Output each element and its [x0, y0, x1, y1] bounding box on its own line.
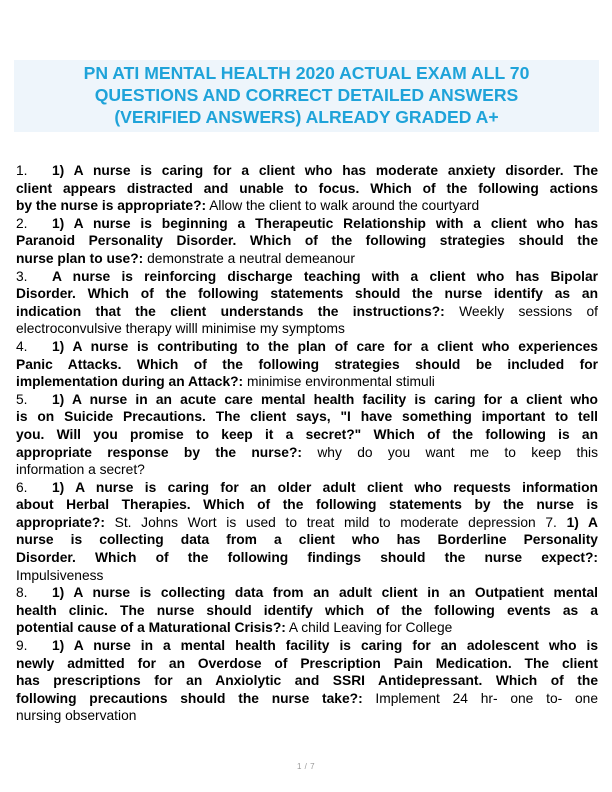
question-line [16, 496, 598, 514]
question-line [16, 444, 598, 462]
question-text: 1) A [566, 514, 598, 530]
title-line-2: QUESTIONS AND CORRECT DETAILED ANSWERS [94, 85, 519, 105]
question-text: following precautions should the nurse take?: [16, 690, 363, 706]
question-text: 1) A nurse is beginning a Therapeutic Relationship with a client who has [52, 215, 598, 231]
question-text: 1) A nurse is caring for a client who has moderate anxiety disorder. The [52, 163, 598, 178]
answer-text: Allow the client to walk around the courtyard [206, 198, 480, 214]
question-line [16, 707, 598, 725]
question-number: 6. [16, 479, 28, 495]
question-line [16, 690, 598, 708]
question-text: appropriate response by the nurse?: [16, 444, 302, 460]
question-number: 2. [16, 215, 28, 231]
question-text: implementation during an Attack?: [16, 374, 244, 390]
answer-text: St. Johns Wort is used to treat mild to moderate depression 7. [104, 514, 567, 530]
question-text: has prescriptions for an Anxiolytic and SSRI Antidepressant. Which of the [16, 673, 598, 689]
question-text: 1) A nurse is contributing to the plan of care for a client who experiences [52, 338, 598, 354]
question-text: client appears distracted and unable to focus. Which of the following actions [16, 180, 598, 196]
document-title [14, 60, 599, 132]
question-number: 8. [16, 585, 28, 601]
question-line [16, 531, 598, 549]
question-line [16, 426, 598, 444]
question-text: Paranoid Personality Disorder. Which of the following strategies should the [16, 233, 598, 249]
question-text: Disorder. Which of the following statements should the nurse identify as an [16, 286, 598, 302]
question-line [16, 162, 598, 180]
question-line [16, 391, 598, 409]
question-line [16, 197, 598, 215]
question-text: newly admitted for an Overdose of Prescription Pain Medication. The client [16, 655, 598, 671]
question-line [16, 637, 598, 655]
question-text: 1) A nurse in an acute care mental health facility is caring for a client who [52, 391, 598, 407]
question-line [16, 619, 598, 637]
answer-text: Impulsiveness [16, 567, 104, 583]
question-text: 1) A nurse is caring for an older adult client who requests information [52, 479, 598, 495]
answer-text: A child Leaving for College [285, 620, 453, 636]
answer-text: information a secret? [16, 462, 145, 478]
answer-text: Implement 24 hr- one to- one [362, 690, 598, 706]
question-line [16, 338, 598, 356]
question-text: Panic Attacks. Which of the following strategies should be included for [16, 356, 598, 372]
question-line [16, 303, 598, 321]
question-line [16, 232, 598, 250]
question-text: nurse plan to use?: [16, 250, 144, 266]
question-line [16, 479, 598, 497]
answer-text: nursing observation [16, 708, 137, 724]
question-number: 5. [16, 391, 28, 407]
question-text: is on Suicide Precautions. The client says, "I have something important to tell [16, 409, 598, 425]
question-line [16, 461, 598, 479]
question-line [16, 268, 598, 286]
question-number: 3. [16, 268, 28, 284]
question-text: you. Will you promise to keep it a secret?" Which of the following is an [16, 426, 598, 442]
question-text: nurse is collecting data from a client who has Borderline Personality [16, 532, 598, 548]
question-text: potential cause of a Maturational Crisis?: [16, 620, 286, 636]
title-line-1: PN ATI MENTAL HEALTH 2020 ACTUAL EXAM ALL 70 [83, 63, 530, 83]
question-line [16, 584, 598, 602]
question-list [16, 162, 598, 725]
question-number: 9. [16, 638, 28, 654]
question-line [16, 356, 598, 374]
question-line [16, 180, 598, 198]
question-text: 1) A nurse in a mental health facility is caring for an adolescent who is [52, 638, 598, 654]
question-line [16, 285, 598, 303]
answer-text: why do you want me to keep this [301, 444, 599, 460]
title-line-3: (VERIFIED ANSWERS) ALREADY GRADED A+ [114, 107, 499, 127]
question-line [16, 549, 598, 567]
question-text: about Herbal Therapies. Which of the following statements by the nurse is [16, 497, 598, 513]
question-number: 1. [16, 163, 28, 178]
question-text: health clinic. The nurse should identify which of the following events as a [16, 602, 598, 618]
answer-text: Weekly sessions of [444, 303, 598, 319]
question-text: indication that the client understands the instructions?: [16, 303, 445, 319]
question-line [16, 215, 598, 233]
question-line [16, 408, 598, 426]
question-text: appropriate?: [16, 514, 105, 530]
question-line [16, 567, 598, 585]
question-line [16, 514, 598, 532]
answer-text: electroconvulsive therapy willl minimise my symptoms [16, 321, 345, 337]
answer-text: minimise environmental stimuli [243, 374, 435, 390]
question-number: 4. [16, 338, 28, 354]
question-text: A nurse is reinforcing discharge teaching with a client who has Bipolar [52, 268, 598, 284]
question-text: Disorder. Which of the following findings should the nurse expect?: [16, 550, 598, 566]
page-number: 1 / 7 [296, 762, 316, 771]
question-text: 1) A nurse is collecting data from an adult client in an Outpatient mental [52, 585, 598, 601]
question-line [16, 373, 598, 391]
answer-text: demonstrate a neutral demeanour [143, 250, 355, 266]
question-line [16, 655, 598, 673]
question-line [16, 320, 598, 338]
question-line [16, 602, 598, 620]
question-line [16, 672, 598, 690]
question-line [16, 250, 598, 268]
question-text: by the nurse is appropriate?: [16, 198, 207, 214]
